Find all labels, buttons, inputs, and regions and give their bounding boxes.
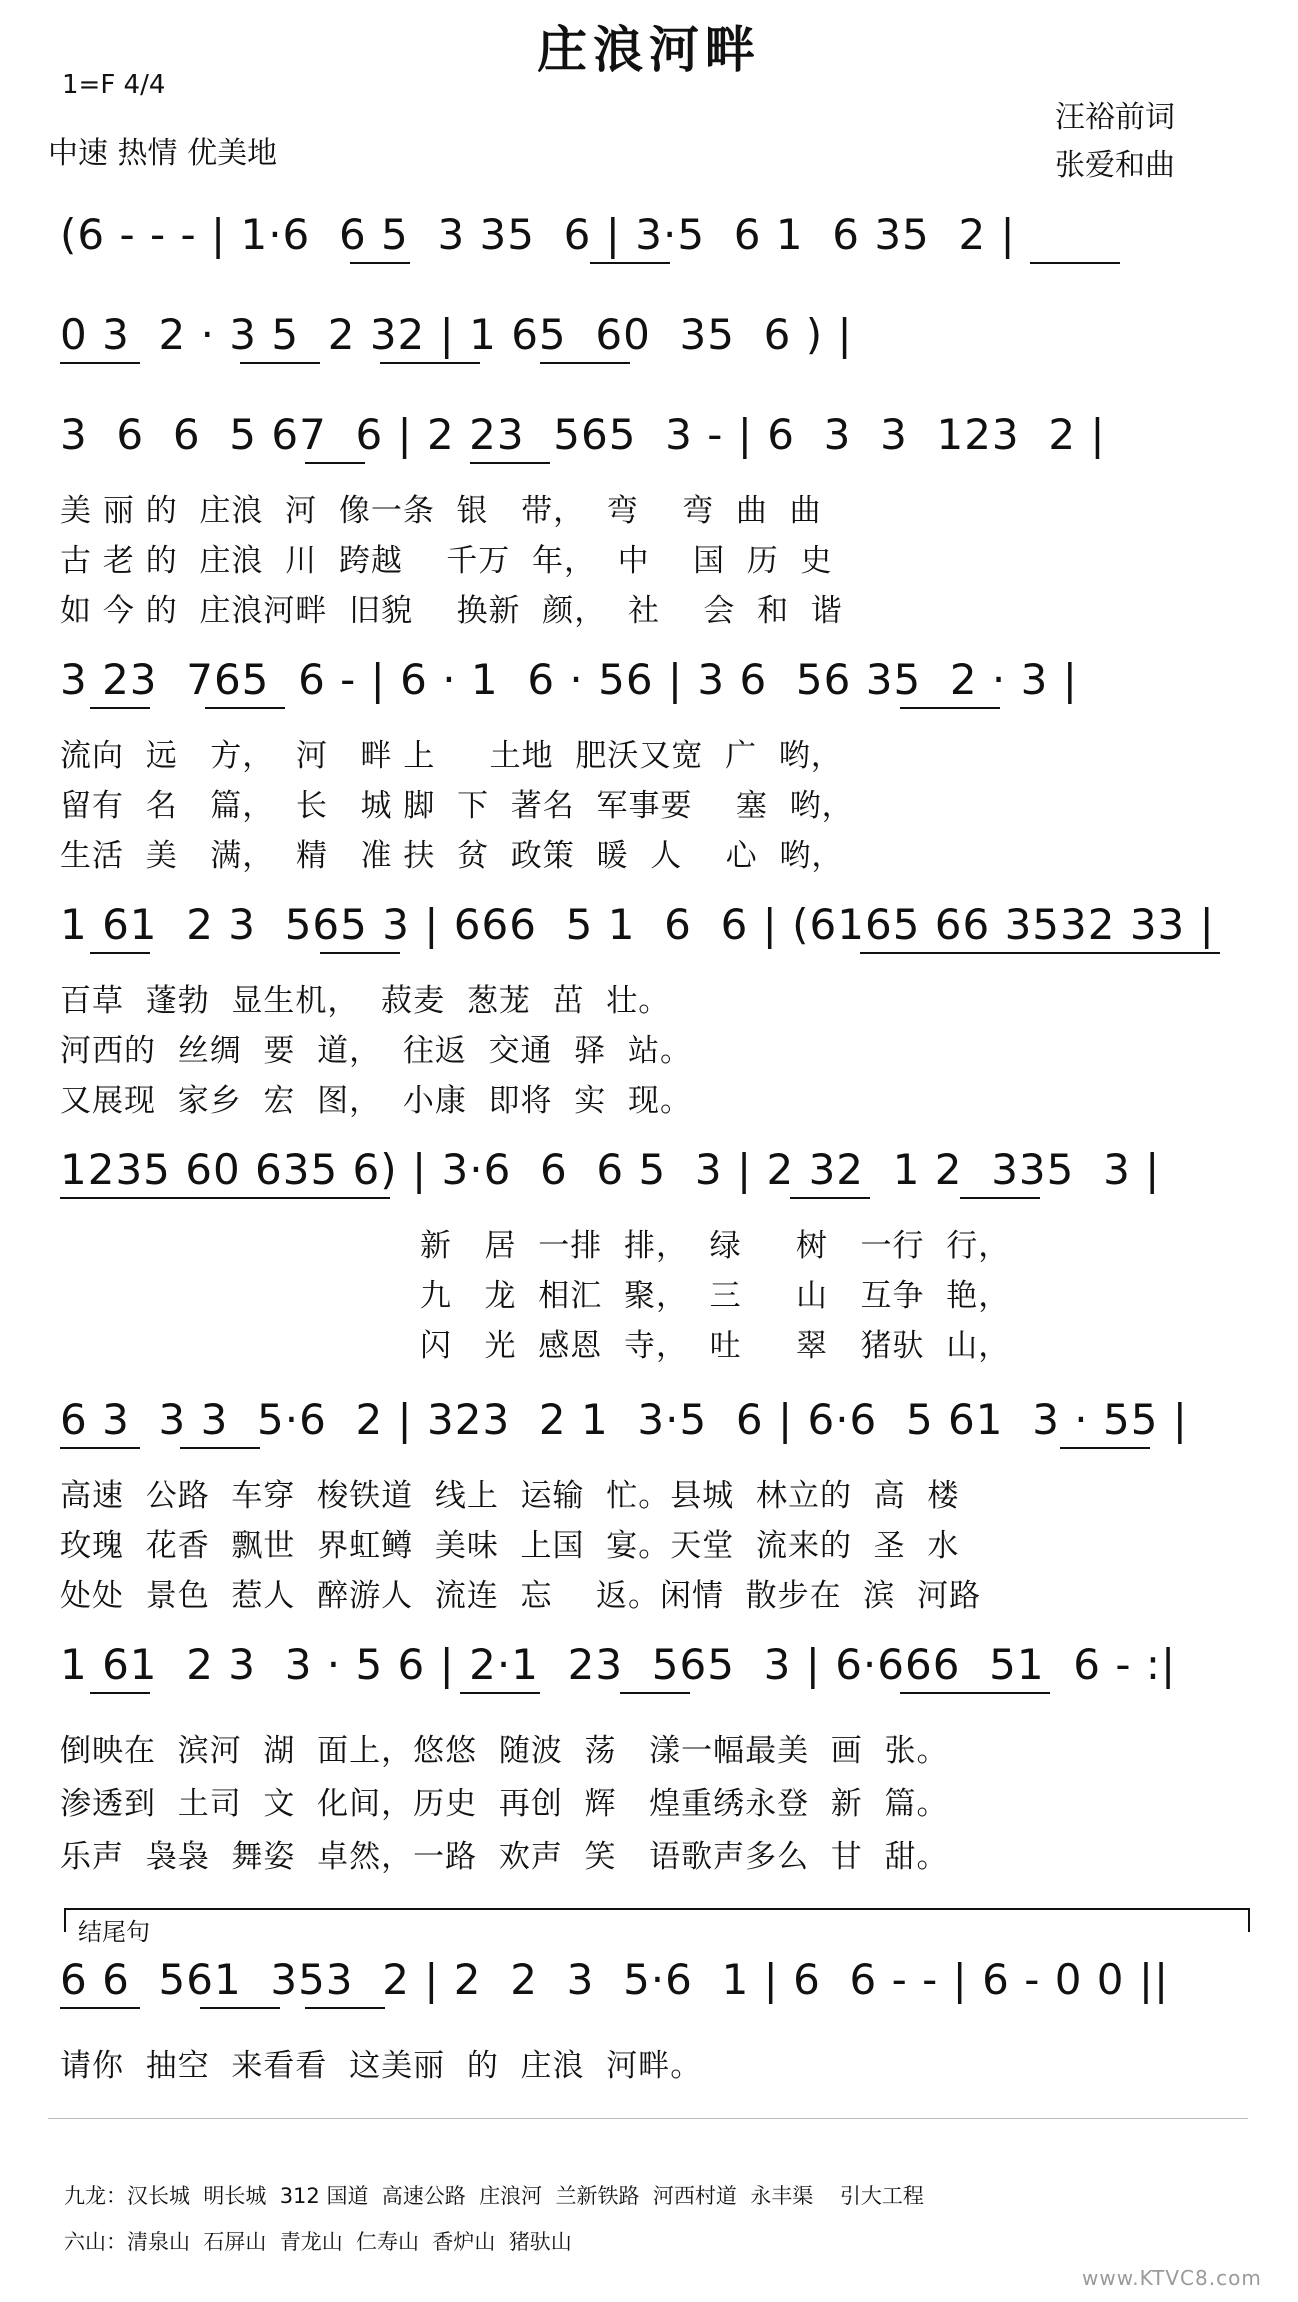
lyric-row-6-verse-1: 新 居 一排 排， 绿 树 一行 行，	[420, 1228, 1011, 1264]
notation-row-1: (6 - - - | 1·6 6 5 3 35 6 | 3·5 6 1 6 35 2 |	[60, 210, 1016, 259]
lyric-row-7-verse-1: 高速 公路 车穿 梭铁道 线上 运输 忙。县城 林立的 高 楼	[60, 1478, 960, 1514]
notation-row-coda: 6 6 561 353 2 | 2 2 3 5·6 1 | 6 6 - - | 6 - 0 0 ||	[60, 1955, 1170, 2004]
lyric-row-8-verse-2: 渗透到 土司 文 化间，历史 再创 辉 煌重绣永登 新 篇。	[60, 1786, 949, 1822]
notation-row-4: 3 23 765 6 - | 6 · 1 6 · 56 | 3 6 56 35 2 · 3 |	[60, 655, 1078, 704]
lyric-row-7-verse-2: 玫瑰 花香 飘世 界虹鳟 美味 上国 宴。天堂 流来的 圣 水	[60, 1528, 960, 1564]
lyric-row-4-verse-1: 流向 远 方， 河 畔 上 土地 肥沃又宽 广 哟，	[60, 738, 843, 774]
notation-row-7: 6 3 3 3 5·6 2 | 323 2 1 3·5 6 | 6·6 5 61 3 · 55 |	[60, 1395, 1188, 1444]
notation-row-8: 1 61 2 3 3 · 5 6 | 2·1 23 565 3 | 6·666 51 6 - :|	[60, 1640, 1177, 1689]
lyric-row-5-verse-3: 又展现 家乡 宏 图， 小康 即将 实 现。	[60, 1083, 692, 1119]
notation-row-5: 1 61 2 3 565 3 | 666 5 1 6 6 | (6165 66 3532 33 |	[60, 900, 1215, 949]
footnote-six-mountains: 六山：清泉山 石屏山 青龙山 仁寿山 香炉山 猪驮山	[64, 2230, 572, 2254]
lyric-row-coda: 请你 抽空 来看看 这美丽 的 庄浪 河畔。	[60, 2048, 703, 2084]
lyric-row-3-verse-2: 古 老 的 庄浪 川 跨越 千万 年， 中 国 历 史	[60, 543, 833, 579]
lyric-row-3-verse-3: 如 今 的 庄浪河畔 旧貌 换新 颜， 社 会 和 谐	[60, 593, 843, 629]
lyric-row-5-verse-2: 河西的 丝绸 要 道， 往返 交通 驿 站。	[60, 1033, 692, 1069]
lyric-row-5-verse-1: 百草 蓬勃 显生机， 菽麦 葱茏 茁 壮。	[60, 983, 671, 1019]
key-signature: 1=F 4/4	[62, 70, 166, 100]
lyric-row-8-verse-3: 乐声 袅袅 舞姿 卓然，一路 欢声 笑 语歌声多么 甘 甜。	[60, 1839, 949, 1875]
tempo-marking: 中速 热情 优美地	[48, 136, 278, 171]
song-title: 庄浪河畔	[537, 21, 761, 79]
notation-row-6: 1235 60 635 6) | 3·6 6 6 5 3 | 2 32 1 2 335 3 |	[60, 1145, 1161, 1194]
lyric-row-6-verse-2: 九 龙 相汇 聚， 三 山 互争 艳，	[420, 1278, 1011, 1314]
coda-label: 结尾句	[78, 1918, 150, 1946]
footnote-nine-dragons: 九龙：汉长城 明长城 312 国道 高速公路 庄浪河 兰新铁路 河西村道 永丰渠 引大工程	[64, 2184, 924, 2208]
watermark: www.KTVC8.com	[1082, 2266, 1262, 2290]
lyric-row-8-verse-1: 倒映在 滨河 湖 面上，悠悠 随波 荡 漾一幅最美 画 张。	[60, 1733, 949, 1769]
lyricist-credit: 汪裕前词	[1055, 100, 1175, 135]
lyric-row-4-verse-2: 留有 名 篇， 长 城 脚 下 著名 军事要 塞 哟，	[60, 788, 854, 824]
composer-credit: 张爱和曲	[1055, 148, 1175, 183]
lyric-row-7-verse-3: 处处 景色 惹人 醉游人 流连 忘 返。闲情 散步在 滨 河路	[60, 1578, 982, 1614]
lyric-row-3-verse-1: 美 丽 的 庄浪 河 像一条 银 带， 弯 弯 曲 曲	[60, 493, 822, 529]
notation-row-2: 0 3 2 · 3 5 2 32 | 1 65 60 35 6 ) |	[60, 310, 853, 359]
lyric-row-4-verse-3: 生活 美 满， 精 准 扶 贫 政策 暖 人 心 哟，	[60, 838, 844, 874]
notation-row-3: 3 6 6 5 67 6 | 2 23 565 3 - | 6 3 3 123 2 |	[60, 410, 1106, 459]
lyric-row-6-verse-3: 闪 光 感恩 寺， 吐 翠 猪驮 山，	[420, 1328, 1011, 1364]
